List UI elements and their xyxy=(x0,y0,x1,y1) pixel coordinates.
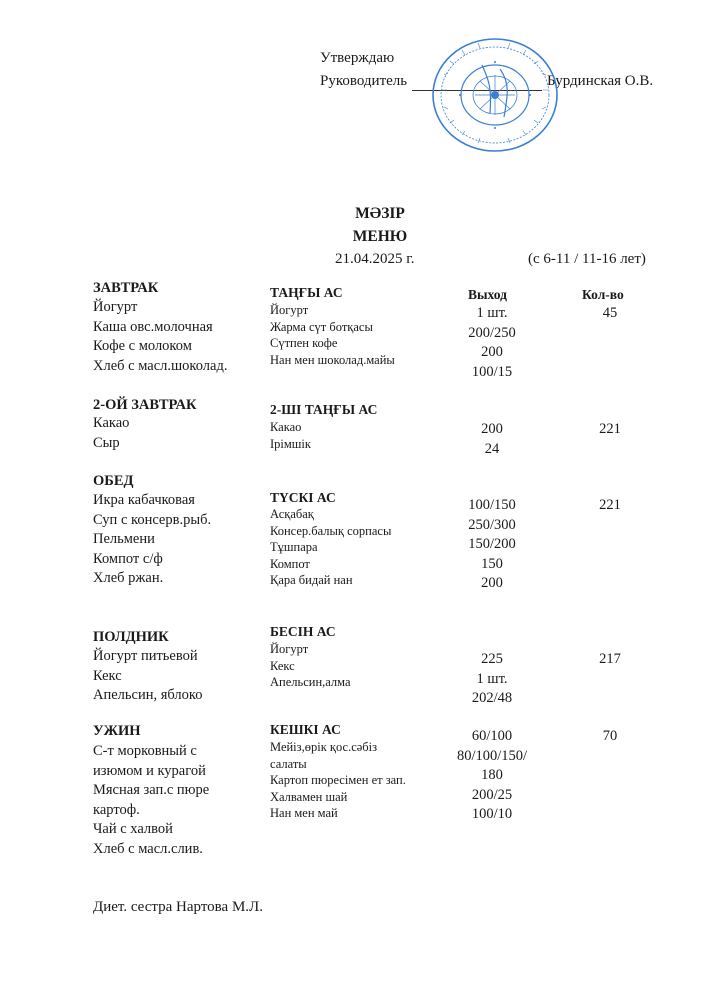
section-title-kz: ТАҢҒЫ АС xyxy=(270,285,343,300)
output-value: 1 шт. xyxy=(476,670,508,687)
title-ru: МЕНЮ xyxy=(352,228,408,245)
dish-ru: Хлеб ржан. xyxy=(93,570,164,586)
dish-kz: Ірімшік xyxy=(270,436,311,451)
qty-value: 217 xyxy=(599,651,621,667)
section-title-ru: ОБЕД xyxy=(93,473,134,489)
qty-value: 221 xyxy=(599,497,621,513)
output-values xyxy=(450,496,534,594)
dish-ru: Пельмени xyxy=(93,531,155,547)
dish-ru: Йогурт питьевой xyxy=(93,648,198,664)
output-value: 200 xyxy=(481,344,503,360)
dish-ru: Йогурт xyxy=(93,299,138,315)
output-value: 225 xyxy=(481,651,503,667)
dish-ru: Суп с консерв.рыб. xyxy=(93,511,212,528)
dish-kz: Апельсин,алма xyxy=(270,675,351,690)
dish-kz: Нан мен май xyxy=(270,806,338,821)
menu-date: 21.04.2025 г. xyxy=(335,251,415,267)
qty-value: 221 xyxy=(599,421,621,437)
dish-kz: Асқабақ xyxy=(270,507,314,521)
dietitian-signature: Диет. сестра Нартова М.Л. xyxy=(93,899,263,915)
age-range: (с 6-11 / 11-16 лет) xyxy=(528,251,646,267)
output-value: 100/15 xyxy=(471,363,513,380)
dish-kz: Какао xyxy=(270,420,302,434)
output-values xyxy=(450,304,534,382)
approval-name: Бурдинская О.В. xyxy=(547,73,654,89)
output-value: 80/100/150/ xyxy=(456,747,528,764)
dish-kz: Компот xyxy=(270,556,310,571)
output-value: 250/300 xyxy=(468,516,516,533)
qty-value: 70 xyxy=(602,728,618,744)
output-values xyxy=(450,420,534,459)
dish-ru: изюмом и курагой xyxy=(93,762,206,779)
section-title-ru: 2-ОЙ ЗАВТРАК xyxy=(93,397,197,413)
dish-ru: Хлеб с масл.слив. xyxy=(93,840,203,857)
dish-kz: Қара бидай нан xyxy=(270,573,353,588)
dish-kz: Тұшпара xyxy=(270,540,318,555)
column-output-header: Выход xyxy=(468,287,507,302)
dish-kz: Йогурт xyxy=(270,303,309,317)
output-value: 180 xyxy=(481,767,503,783)
dish-ru: Апельсин, яблоко xyxy=(93,687,203,703)
dish-ru: С-т морковный с xyxy=(93,743,197,759)
menu-items-ru xyxy=(93,298,227,376)
menu-items-kz xyxy=(270,302,395,368)
dish-kz: салаты xyxy=(270,756,307,771)
section-title-kz: КЕШКІ АС xyxy=(270,722,341,737)
section-title-kz: БЕСІН АС xyxy=(270,624,336,639)
dish-ru: Какао xyxy=(93,415,130,431)
output-value: 150/200 xyxy=(468,536,516,552)
dish-kz: Мейіз,өрік қос.сәбіз xyxy=(270,740,378,754)
dish-ru: Хлеб с масл.шоколад. xyxy=(93,357,228,374)
dish-kz: Халвамен шай xyxy=(270,789,348,804)
approval-label: Утверждаю xyxy=(320,50,395,66)
section-title-ru: УЖИН xyxy=(93,723,141,739)
dish-kz: Йогурт xyxy=(270,642,309,656)
dish-ru: Кофе с молоком xyxy=(93,338,192,354)
output-values xyxy=(450,727,534,825)
output-value: 200/25 xyxy=(471,786,513,803)
dish-kz: Картоп пюресімен ет зап. xyxy=(270,773,406,788)
dish-kz: Нан мен шоколад.майы xyxy=(270,352,395,367)
menu-items-kz xyxy=(270,506,391,589)
menu-items-ru xyxy=(93,414,129,453)
dish-kz: Кекс xyxy=(270,658,295,673)
dish-ru: Каша овс.молочная xyxy=(93,318,213,335)
section-title-kz: ТҮСКІ АС xyxy=(270,490,336,505)
approval-role: Руководитель xyxy=(320,73,408,89)
section-title-kz: 2-ШІ ТАҢҒЫ АС xyxy=(270,402,378,417)
menu-items-ru xyxy=(93,647,202,706)
output-value: 202/48 xyxy=(471,690,513,706)
menu-items-kz xyxy=(270,641,351,691)
output-value: 1 шт. xyxy=(476,305,508,321)
menu-items-ru xyxy=(93,491,211,589)
dish-kz: Консер.балық сорпасы xyxy=(270,523,392,538)
dish-ru: Кекс xyxy=(93,667,122,684)
official-stamp xyxy=(430,35,560,155)
output-value: 200 xyxy=(481,575,503,591)
output-value: 150 xyxy=(481,555,503,572)
dish-ru: Мясная зап.с пюре xyxy=(93,782,210,798)
dish-kz: Жарма сүт ботқасы xyxy=(270,319,373,334)
qty-value: 45 xyxy=(602,305,618,321)
output-value: 60/100 xyxy=(471,728,513,744)
output-value: 100/150 xyxy=(468,497,516,513)
output-value: 100/10 xyxy=(471,806,513,822)
output-value: 24 xyxy=(484,440,500,457)
dish-ru: картоф. xyxy=(93,801,140,818)
menu-items-ru xyxy=(93,742,209,859)
output-values xyxy=(450,650,534,709)
title-kz: МӘЗІР xyxy=(355,205,405,222)
column-qty-header: Кол-во xyxy=(582,287,624,302)
output-value: 200/250 xyxy=(468,324,516,341)
menu-items-kz xyxy=(270,419,311,452)
output-value: 200 xyxy=(481,421,503,437)
dish-kz: Сүтпен кофе xyxy=(270,336,338,351)
dish-ru: Чай с халвой xyxy=(93,821,173,837)
menu-items-kz xyxy=(270,739,406,822)
section-title-ru: ПОЛДНИК xyxy=(93,629,169,645)
dish-ru: Сыр xyxy=(93,434,120,451)
dish-ru: Компот с/ф xyxy=(93,550,163,567)
section-title-ru: ЗАВТРАК xyxy=(93,280,159,296)
dish-ru: Икра кабачковая xyxy=(93,492,195,508)
